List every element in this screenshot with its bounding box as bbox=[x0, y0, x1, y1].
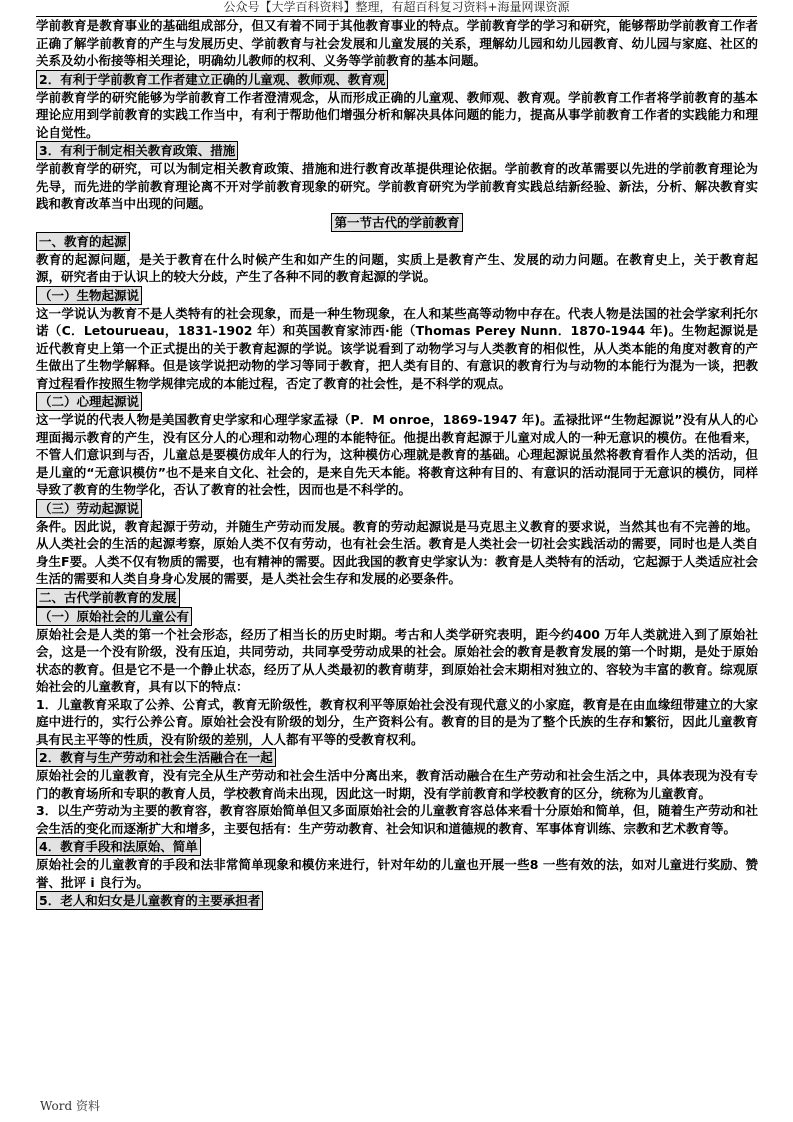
heading-text: 3．有利于制定相关教育政策、措施 bbox=[36, 141, 238, 160]
section-heading bbox=[36, 748, 758, 767]
heading-text: （一）原始社会的儿童公有 bbox=[36, 607, 192, 626]
heading-text: （一）生物起源说 bbox=[36, 286, 142, 305]
section-heading bbox=[36, 588, 758, 607]
document-body bbox=[36, 17, 758, 910]
heading-text: 2．有利于学前教育工作者建立正确的儿童观、教师观、教育观 bbox=[36, 70, 388, 89]
paragraph: 原始社会的儿童教育，没有完全从生产劳动和社会生活中分离出来，教育活动融合在生产劳动和社会生活之中，具体表现为没有专门的教育场所和专职的教育人员，学校教育尚未出现，因此这一时期，没有学前教育和学校教育的区分，统称为儿童教育。 bbox=[36, 768, 758, 801]
section-heading bbox=[36, 392, 758, 411]
paragraph: 3．以生产劳动为主要的教育容，教育容原始简单但又多面原始社会的儿童教育容总体来看十分原始和简单，但，随着生产劳动和社会生活的变化而逐渐扩大和增多，主要包括有：生产劳动教育、社会知识和道德规的教育、军事体育训练、宗教和艺术教育等。 bbox=[36, 803, 758, 836]
section-heading bbox=[36, 607, 758, 626]
paragraph: 这一学说的代表人物是美国教育史学家和心理学家孟禄（P．M onroe，1869-1947 年)。孟禄批评“生物起源说”没有从人的心理面揭示教育的产生，没有区分人的心理和动物心理的本能特征。他提出教育起源于儿童对成人的一种无意识的模仿。在他看来，不管人们意识到与否，儿童总是要模仿成年人的行为，这种模仿心理就是教育的基础。心理起源说虽然将教育看作人类的活动，但是儿童的“无意识模仿”也不是来自文化、社会的，是来自先天本能。将教育这种有目的、有意识的活动混同于无意识的模仿，同样导致了教育的生物学化，否认了教育的社会性，因而也是不科学的。 bbox=[36, 412, 758, 497]
chapter-title-text: 第一节古代的学前教育 bbox=[331, 213, 462, 232]
paragraph: 条件。因此说，教育起源于劳动，并随生产劳动而发展。教育的劳动起源说是马克思主义教育的要求说，当然其也有不完善的地。从人类社会的生活的起源考察，原始人类不仅有劳动，也有社会生活。教育是人类社会一切社会实践活动的需要，同时也是人类自身生F要。人类不仅有物质的需要，也有精神的需要。因此我国的教育史学家认为：教育是人类特有的活动，它起源于人类适应社会生活的需要和人类自身身心发展的需要，是人类社会生存和发展的必要条件。 bbox=[36, 518, 758, 586]
section-heading bbox=[36, 837, 758, 856]
paragraph: 教育的起源问题，是关于教育在什么时候产生和如产生的问题，实质上是教育产生、发展的动力问题。在教育史上，关于教育起源，研究者由于认识上的较大分歧，产生了各种不同的教育起源的学说。 bbox=[36, 251, 758, 284]
heading-text: 二、古代学前教育的发展 bbox=[36, 588, 180, 607]
paragraph: 学前教育是教育事业的基础组成部分，但又有着不同于其他教育事业的特点。学前教育学的学习和研究，能够帮助学前教育工作者正确了解学前教育的产生与发展历史、学前教育与社会发展和儿童发展的关系，理解幼儿园和幼儿园教育、幼儿园与家庭、社区的关系及幼小衔接等相关理论，明确幼儿教师的权利、义务等学前教育的基本问题。 bbox=[36, 18, 758, 68]
paragraph: 1．儿童教育采取了公养、公育式，教育无阶级性，教育权利平等原始社会没有现代意义的小家庭，教育是在由血缘纽带建立的大家庭中进行的，实行公养公育。原始社会没有阶级的划分，生产资料公有。教育的目的是为了整个氏族的生存和繁衍，因此儿童教育具有民主平等的性质，没有阶级的差别，人人都有平等的受教育权利。 bbox=[36, 696, 758, 747]
chapter-title bbox=[36, 213, 758, 232]
heading-text: （二）心理起源说 bbox=[36, 392, 142, 411]
paragraph: 学前教育学的研究能够为学前教育工作者澄清观念，从而形成正确的儿童观、教师观、教育观。学前教育工作者将学前教育的基本理论应用到学前教育的实践工作当中，有利于帮助他们增强分析和解决具体问题的能力，提高从事学前教育工作者的实践能力和理论自觉性。 bbox=[36, 89, 758, 140]
section-heading bbox=[36, 286, 758, 305]
heading-text: 4．教育手段和法原始、简单 bbox=[36, 837, 201, 856]
paragraph: 原始社会的儿童教育的手段和法非常简单现象和模仿来进行，针对年幼的儿童也开展一些8 一些有效的法，如对儿童进行奖励、赞誉、批评 i 良行为。 bbox=[36, 857, 758, 890]
page-footer: Word 资料 bbox=[40, 1099, 100, 1113]
section-heading bbox=[36, 891, 758, 910]
paragraph: 这一学说认为教育不是人类特有的社会现象，而是一种生物现象，在人和某些高等动物中存在。代表人物是法国的社会学家利托尔诺（C．Letourueau，1831-1902 年）和英国教育家沛西·能（Thomas Perey Nunn．1870-1944 年)。生物起源说是近代教育史上第一个正式提出的关于教育起源的学说。该学说看到了动物学习与人类教育的相似性，从人类本能的角度对教育的产生做出了生物学解释。但是该学说把动物的学习等同于教育，把人类有目的、有意识的教育行为与动物的本能行为混为一谈，把教育过程看作按照生物学规律完成的本能过程，否定了教育的社会性，是不科学的观点。 bbox=[36, 305, 758, 391]
page-header: 公众号【大学百科资料】整理，有超百科复习资料+海量网课资源 bbox=[36, 0, 757, 17]
heading-text: 2．教育与生产劳动和社会生活融合在一起 bbox=[36, 748, 276, 767]
section-heading bbox=[36, 499, 758, 518]
section-heading bbox=[36, 70, 758, 89]
heading-text: 5．老人和妇女是儿童教育的主要承担者 bbox=[36, 891, 263, 910]
heading-text: （三）劳动起源说 bbox=[36, 499, 142, 518]
section-heading bbox=[36, 141, 758, 160]
paragraph: 原始社会是人类的第一个社会形态，经历了相当长的历史时期。考古和人类学研究表明，距今约400 万年人类就进入到了原始社会，这是一个没有阶级，没有压迫，共同劳动，共同享受劳动成果的社会。原始社会的教育是教育发展的第一个时期，是处于原始状态的教育。但是它不是一个静止状态，经历了从人类最初的教育萌芽，到原始社会末期相对独立的、容较为丰富的教育。综观原始社会的儿童教育，具有以下的特点： bbox=[36, 626, 758, 694]
paragraph: 学前教育学的研究，可以为制定相关教育政策、措施和进行教育改革提供理论依据。学前教育的改革需要以先进的学前教育理论为先导，而先进的学前教育理论离不开对学前教育现象的研究。学前教育研究为学前教育实践总结新经验、新法，分析、解决教育实践和教育改革当中出现的问题。 bbox=[36, 161, 758, 211]
section-heading bbox=[36, 232, 758, 251]
heading-text: 一、教育的起源 bbox=[36, 232, 130, 251]
